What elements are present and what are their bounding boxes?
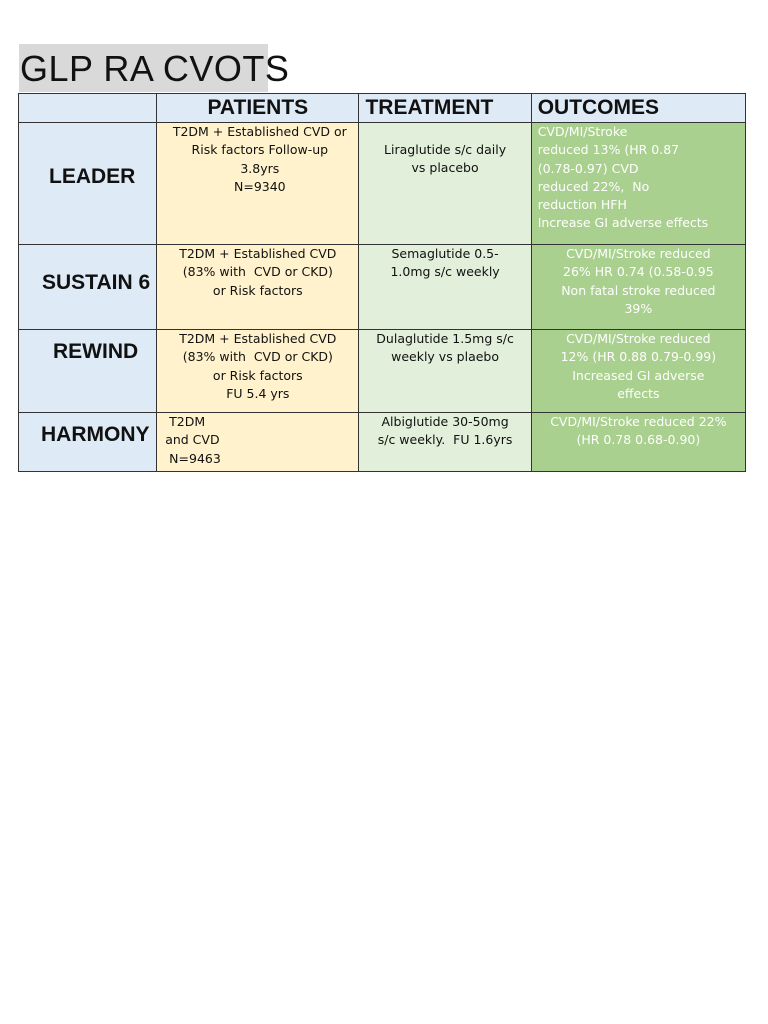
outcomes-cell <box>531 245 745 330</box>
trial-name: LEADER <box>49 165 136 188</box>
trial-name: HARMONY <box>41 423 150 446</box>
patients-text: T2DM and CVD N=9463 <box>165 414 221 466</box>
treatment-text: Semaglutide 0.5- 1.0mg s/c weekly <box>390 246 500 280</box>
treatment-text: Dulaglutide 1.5mg s/c weekly vs plaebo <box>376 331 514 365</box>
outcomes-text: CVD/MI/Stroke reduced 26% HR 0.74 (0.58-0.95 Non fatal stroke reduced 39% <box>561 246 716 316</box>
outcomes-text: CVD/MI/Stroke reduced 13% (HR 0.87 (0.78-0.97) CVD reduced 22%, No reduction HFH Increase GI adverse effects <box>537 124 709 231</box>
header-treatment: TREATMENT <box>359 94 531 123</box>
trial-name: SUSTAIN 6 <box>42 271 151 294</box>
trial-name: REWIND <box>53 340 139 363</box>
table-row <box>19 413 746 472</box>
header-row <box>19 94 746 123</box>
patients-cell <box>157 413 359 472</box>
header-patients: PATIENTS <box>157 94 359 123</box>
treatment-text: Albiglutide 30-50mg s/c weekly. FU 1.6yrs <box>377 414 513 448</box>
table-row <box>19 123 746 245</box>
trial-name-cell <box>19 413 157 472</box>
page-title: GLP RA CVOTS <box>19 44 268 92</box>
table-row <box>19 245 746 330</box>
table-row <box>19 330 746 413</box>
outcomes-cell <box>531 123 745 245</box>
treatment-cell <box>359 413 531 472</box>
patients-text: T2DM + Established CVD (83% with CVD or CKD) or Risk factors <box>179 246 337 298</box>
cvot-table <box>18 93 746 472</box>
patients-text: T2DM + Established CVD or Risk factors Follow-up 3.8yrs N=9340 <box>172 124 347 194</box>
trial-name-cell <box>19 330 157 413</box>
treatment-cell <box>359 123 531 245</box>
trial-name-cell <box>19 123 157 245</box>
treatment-text: Liraglutide s/c daily vs placebo <box>384 142 507 176</box>
patients-cell <box>157 245 359 330</box>
outcomes-cell <box>531 330 745 413</box>
treatment-cell <box>359 330 531 413</box>
patients-cell <box>157 123 359 245</box>
header-outcomes: OUTCOMES <box>531 94 745 123</box>
treatment-cell <box>359 245 531 330</box>
outcomes-cell <box>531 413 745 472</box>
outcomes-text: CVD/MI/Stroke reduced 22% (HR 0.78 0.68-0.90) <box>550 414 727 448</box>
outcomes-text: CVD/MI/Stroke reduced 12% (HR 0.88 0.79-0.99) Increased GI adverse effects <box>560 331 717 401</box>
patients-text: T2DM + Established CVD (83% with CVD or CKD) or Risk factors FU 5.4 yrs <box>179 331 337 401</box>
patients-cell <box>157 330 359 413</box>
header-trial-cell <box>19 94 157 123</box>
trial-name-cell <box>19 245 157 330</box>
